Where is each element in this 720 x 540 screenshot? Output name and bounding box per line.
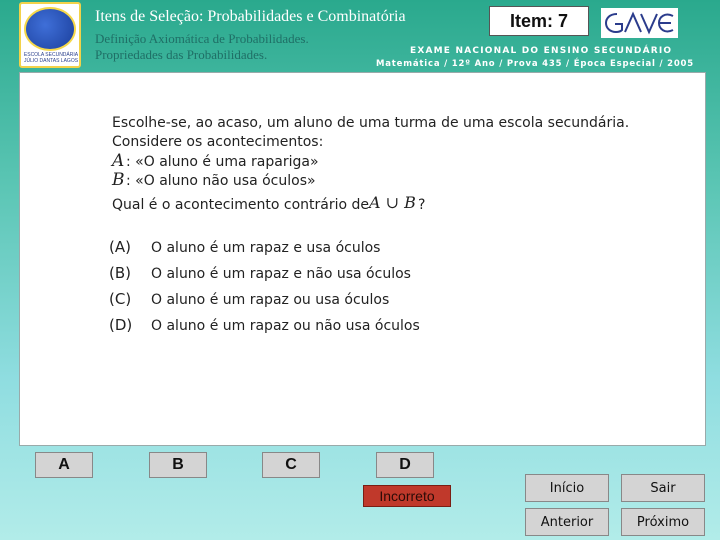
question-mark: ? bbox=[418, 197, 426, 213]
header bbox=[0, 0, 720, 72]
event-a-text: : «O aluno é uma rapariga» bbox=[126, 154, 319, 170]
exam-title: EXAME NACIONAL DO ENSINO SECUNDÁRIO bbox=[410, 46, 673, 56]
question-consider: Considere os acontecimentos: bbox=[112, 134, 324, 150]
gave-logo bbox=[601, 8, 678, 38]
school-emblem-icon bbox=[24, 7, 76, 51]
option-c-letter: (C) bbox=[109, 290, 132, 308]
option-d-text: O aluno é um rapaz ou não usa óculos bbox=[151, 318, 420, 334]
school-logo-text: ESCOLA SECUNDÁRIA JÚLIO DANTAS LAGOS bbox=[23, 52, 79, 64]
question-expression: A ∪ B bbox=[369, 193, 416, 212]
sair-button[interactable]: Sair bbox=[621, 474, 705, 502]
question-panel bbox=[19, 72, 706, 446]
subtitle-line-2: Propriedades das Probabilidades. bbox=[95, 47, 268, 62]
item-number-badge: Item: 7 bbox=[489, 6, 589, 36]
event-a-symbol: A bbox=[112, 151, 125, 171]
option-b-letter: (B) bbox=[109, 264, 131, 282]
question-ask: Qual é o acontecimento contrário de bbox=[112, 197, 370, 213]
answer-b-button[interactable]: B bbox=[149, 452, 207, 478]
anterior-button[interactable]: Anterior bbox=[525, 508, 609, 536]
answer-d-button[interactable]: D bbox=[376, 452, 434, 478]
school-logo bbox=[19, 2, 81, 68]
exam-details: Matemática / 12º Ano / Prova 435 / Época Especial / 2005 bbox=[376, 59, 694, 69]
option-a-letter: (A) bbox=[109, 238, 131, 256]
page-title: Itens de Seleção: Probabilidades e Combinatória bbox=[95, 8, 406, 25]
inicio-button[interactable]: Início bbox=[525, 474, 609, 502]
option-b-text: O aluno é um rapaz e não usa óculos bbox=[151, 266, 411, 282]
option-c-text: O aluno é um rapaz ou usa óculos bbox=[151, 292, 390, 308]
subtitle-line-1: Definição Axiomática de Probabilidades. bbox=[95, 31, 309, 46]
event-b-text: : «O aluno não usa óculos» bbox=[126, 173, 316, 189]
feedback-badge: Incorreto bbox=[363, 485, 451, 507]
answer-a-button[interactable]: A bbox=[35, 452, 93, 478]
proximo-button[interactable]: Próximo bbox=[621, 508, 705, 536]
answer-c-button[interactable]: C bbox=[262, 452, 320, 478]
event-b-symbol: B bbox=[112, 170, 125, 190]
option-a-text: O aluno é um rapaz e usa óculos bbox=[151, 240, 381, 256]
gave-logo-icon bbox=[603, 9, 677, 37]
question-intro: Escolhe-se, ao acaso, um aluno de uma turma de uma escola secundária. bbox=[112, 115, 630, 131]
option-d-letter: (D) bbox=[109, 316, 133, 334]
